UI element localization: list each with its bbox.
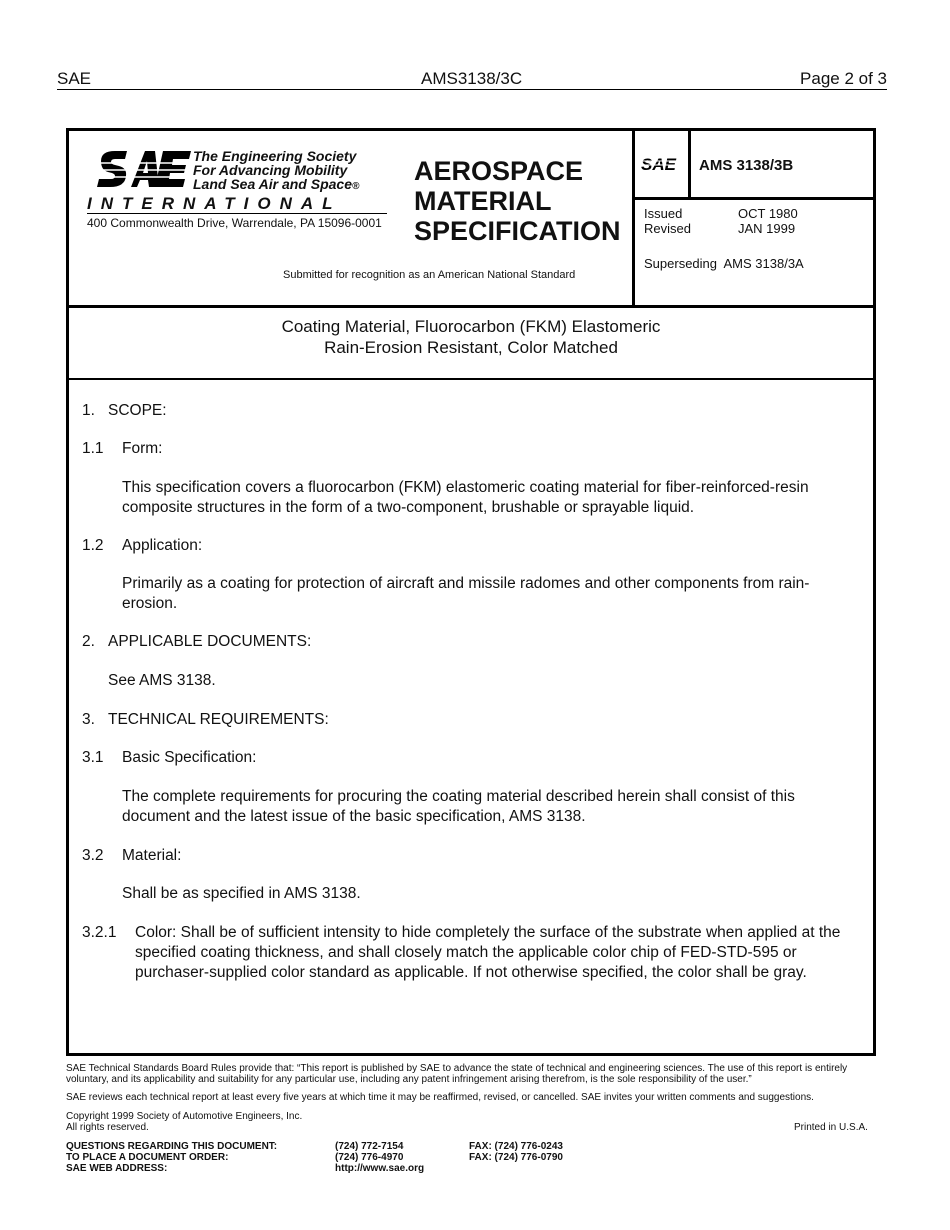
ansi-submission-note: Submitted for recognition as an American National Standard [283,269,576,281]
section-title: Basic Specification: [122,749,257,766]
printed-in: Printed in U.S.A. [794,1122,868,1133]
section-1-2-heading [82,536,203,556]
society-line-3 [193,177,359,194]
document-info-box [632,131,876,305]
questions-phone: (724) 772-7154 [335,1141,404,1152]
contact-labels [66,1141,277,1174]
section-number: 3. [82,711,95,728]
order-phone: (724) 776-4970 [335,1152,404,1163]
contact-phones [335,1141,424,1174]
heading-line-3: SPECIFICATION [414,216,621,246]
contact-faxes [469,1141,563,1163]
section-3-2-text: Shall be as specified in AMS 3138. [122,885,361,902]
section-1-heading [82,401,167,421]
info-box-divider [635,197,876,200]
section-number: 2. [82,633,95,650]
revised-date: JAN 1999 [738,221,796,236]
small-logo-cell [635,131,691,197]
section-title: Form: [122,440,163,457]
questions-label: QUESTIONS REGARDING THIS DOCUMENT: [66,1141,278,1152]
document-frame [66,128,876,1056]
section-title: SCOPE: [108,402,167,419]
society-line-3-text: Land Sea Air and Space [193,176,352,192]
section-3-1-text: The complete requirements for procuring the coating material described herein shall consist of this document and the latest issue of the basic specification, AMS 3138. [122,788,795,825]
section-number: 1.2 [82,537,104,554]
copyright-line: Copyright 1999 Society of Automotive Engineers, Inc. [66,1111,303,1122]
section-2-text: See AMS 3138. [108,672,216,689]
international-wordmark: INTERNATIONAL [87,194,342,213]
section-number: 3.1 [82,749,104,766]
section-2-heading [82,632,312,652]
section-1-1-heading [82,439,163,459]
header-org: SAE [57,69,92,88]
order-fax: FAX: (724) 776-0790 [469,1152,563,1163]
issued-label: Issued [644,206,683,221]
section-3-2-1-number: 3.2.1 [82,924,117,941]
order-label: TO PLACE A DOCUMENT ORDER: [66,1152,229,1163]
footer-review: SAE reviews each technical report at least every five years at which time it may be reaffirmed, revised, or cancelled. SAE invites your written comments and suggestions. [66,1092,814,1103]
heading-line-1: AEROSPACE [414,156,584,186]
date-labels [644,206,691,236]
questions-fax: FAX: (724) 776-0243 [469,1141,563,1152]
sae-logo [97,149,193,189]
title-line-1: Coating Material, Fluorocarbon (FKM) Elastomeric [281,317,661,336]
society-line-1: The Engineering Society [193,148,357,164]
small-logo-text: SAE [641,155,676,172]
section-title: Material: [122,847,182,864]
doc-number: AMS 3138/3B [699,157,794,174]
header-doc-number: AMS3138/3C [421,69,523,88]
section-title: Application: [122,537,203,554]
title-line-2: Rain-Erosion Resistant, Color Matched [324,338,618,357]
specification-heading [414,156,621,246]
revised-label: Revised [644,221,691,236]
web-address-link[interactable]: http://www.sae.org [335,1163,425,1174]
superseding-note: Superseding AMS 3138/3A [644,256,804,271]
section-3-2-1-text: Color: Shall be of sufficient intensity to hide completely the surface of the substrate when applied at the specified coating thickness, and shall closely match the applicable color chip of FED-STD-595 or purchaser-supplied color standard as applicable. If not otherwise specified, the color shall be gray. [135,924,841,981]
section-1-2-text: Primarily as a coating for protection of aircraft and missile radomes and other components from rain-erosion. [122,575,810,612]
issued-date: OCT 1980 [738,206,798,221]
web-label: SAE WEB ADDRESS: [66,1163,168,1174]
section-number: 1.1 [82,440,104,457]
rights-line: All rights reserved. [66,1122,149,1133]
section-title: TECHNICAL REQUIREMENTS: [108,711,329,728]
running-header [57,69,887,90]
title-divider [69,378,873,380]
masthead [69,131,632,305]
section-title: APPLICABLE DOCUMENTS: [108,633,312,650]
heading-line-2: MATERIAL [414,186,552,216]
registered-mark: ® [351,181,360,192]
section-3-2-heading [82,846,182,866]
wordmark-rule [87,213,387,214]
section-3-heading [82,710,329,730]
society-line-2: For Advancing Mobility [193,162,348,178]
contact-block [66,1141,876,1177]
sae-small-logo [641,155,681,172]
footer-copyright [66,1111,466,1133]
society-tagline [193,149,359,194]
section-3-1-heading [82,748,257,768]
document-title [69,316,873,358]
section-1-1-text: This specification covers a fluorocarbon (FKM) elastomeric coating material for fiber-reinforced-resin composite structures in the form of a two-component, brushable or sprayable liquid. [122,479,809,516]
header-page-number: Page 2 of 3 [800,69,887,88]
masthead-divider [69,305,873,308]
section-number: 1. [82,402,95,419]
date-values [738,206,798,236]
sae-address: 400 Commonwealth Drive, Warrendale, PA 15096-0001 [87,216,382,230]
footer-rules: SAE Technical Standards Board Rules provide that: “This report is published by SAE to advance the state of technical and engineering sciences. The use of this report is entirely voluntary, and its applicability and suitability for any particular use, including any patent infringement arising therefrom, is the sole responsibility of the user.” [66,1063,848,1085]
section-number: 3.2 [82,847,104,864]
